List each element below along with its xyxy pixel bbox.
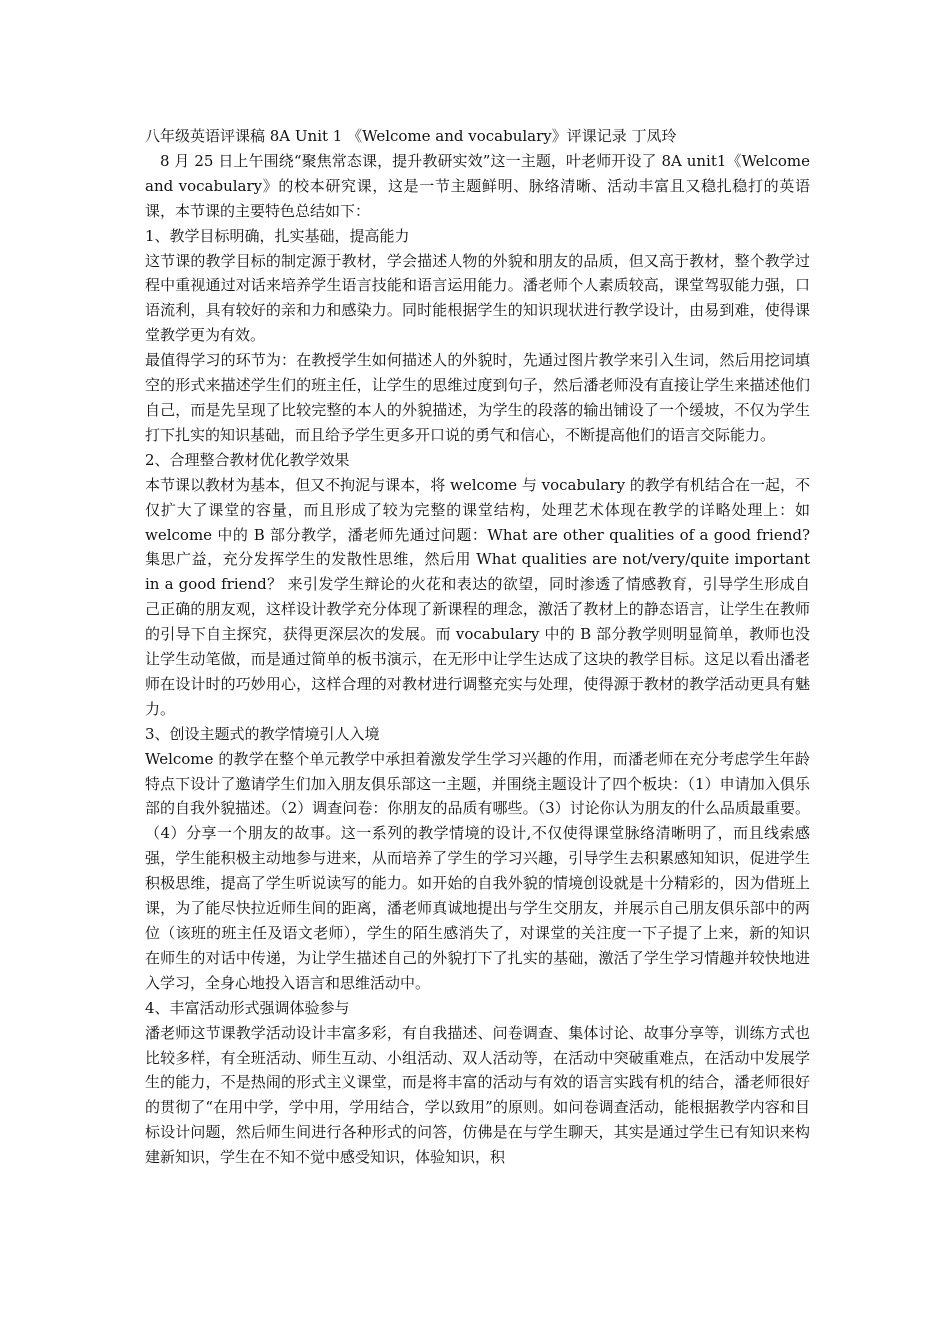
- section-1-paragraph-1: 这节课的教学目标的制定源于教材，学会描述人物的外貌和朋友的品质，但又高于教材，整个教学过程中重视通过对话来培养学生语言技能和语言运用能力。潘老师个人素质较高，课堂驾驭能力强，口语流利，具有较好的亲和力和感染力。同时能根据学生的知识现状进行教学设计，由易到难，使得课堂教学更为有效。: [145, 251, 810, 345]
- section-3-paragraph-1: Welcome 的教学在整个单元教学中承担着激发学生学习兴趣的作用，而潘老师在充分考虑学生年龄特点下设计了邀请学生们加入朋友俱乐部这一主题，并围绕主题设计了四个板块：（1）申请加入俱乐部的自我外貌描述。（2）调查问卷：你朋友的品质有哪些。（3）讨论你认为朋友的什么品质最重要。（4）分享一个朋友的故事。这一系列的教学情境的设计,不仅使得课堂脉络清晰明了，而且线索感强，学生能积极主动地参与进来，从而培养了学生的学习兴趣，引导学生去积累感知知识，促进学生积极思维，提高了学生听说读写的能力。如开始的自我外貌的情境创设就是十分精彩的，因为借班上课，为了能尽快拉近师生间的距离，潘老师真诚地提出与学生交朋友，并展示自己朋友俱乐部中的两位（该班的班主任及语文老师），学生的陌生感消失了，对课堂的关注度一下子提了上来，新的知识在师生的对话中传递，为让学生描述自己的外貌打下了扎实的基础，激活了学生学习情趣并较快地进入学习，全身心地投入语言和思维活动中。: [145, 749, 810, 992]
- section-2-paragraph-1: 本节课以教材为基本，但又不拘泥与课本，将 welcome 与 vocabulary 的教学有机结合在一起，不仅扩大了课堂的容量，而且形成了较为完整的课堂结构，处理艺术体现在教学的详略处理上：如 welcome 中的 B 部分教学，潘老师先通过问题：What are other qualities of a good friend?集思广益，充分发挥学生的发散性思维，然后用 What qualities are not/very/quite important in a good friend？ 来引发学生辩论的火花和表达的欲望，同时渗透了情感教育，引导学生形成自己正确的朋友观，这样设计教学充分体现了新课程的理念，激活了教材上的静态语言，让学生在教师的引导下自主探究，获得更深层次的发展。而 vocabulary 中的 B 部分教学则明显简单，教师也没让学生动笔做，而是通过简单的板书演示，在无形中让学生达成了这块的教学目标。这足以看出潘老师在设计时的巧妙用心，这样合理的对教材进行调整充实与处理，使得源于教材的教学活动更具有魅力。: [145, 475, 810, 718]
- intro-paragraph: 8 月 25 日上午围绕“聚焦常态课，提升教研实效”这一主题，叶老师开设了 8A unit1《Welcome and vocabulary》的校本研究课，这是一节主题鲜明、脉络清晰、活动丰富且又稳扎稳打的英语课，本节课的主要特色总结如下：: [145, 151, 810, 220]
- section-heading-4: 4、丰富活动形式强调体验参与: [145, 998, 350, 1017]
- section-4-paragraph-1: 潘老师这节课教学活动设计丰富多彩，有自我描述、问卷调查、集体讨论、故事分享等，训练方式也比较多样，有全班活动、师生互动、小组活动、双人活动等，在活动中突破重难点，在活动中发展学生的能力，不是热闹的形式主义课堂，而是将丰富的活动与有效的语言实践有机的结合，潘老师很好的贯彻了“在用中学，学中用，学用结合，学以致用”的原则。如问卷调查活动，能根据教学内容和目标设计问题，然后师生间进行各种形式的问答，仿佛是在与学生聊天，其实是通过学生已有知识来构建新知识，学生在不知不觉中感受知识，体验知识，积: [145, 1023, 810, 1167]
- document-page: [145, 124, 810, 1170]
- document-title: 八年级英语评课稿 8A Unit 1 《Welcome and vocabulary》评课记录 丁凤玲: [145, 127, 677, 145]
- section-heading-2: 2、合理整合教材优化教学效果: [145, 450, 350, 469]
- section-heading-1: 1、教学目标明确，扎实基础，提高能力: [145, 226, 410, 245]
- section-1-paragraph-2: 最值得学习的环节为：在教授学生如何描述人的外貌时，先通过图片教学来引入生词，然后用挖词填空的形式来描述学生们的班主任，让学生的思维过度到句子，然后潘老师没有直接让学生来描述他们自己，而是先呈现了比较完整的本人的外貌描述，为学生的段落的输出铺设了一个缓坡，不仅为学生打下扎实的知识基础，而且给予学生更多开口说的勇气和信心，不断提高他们的语言交际能力。: [145, 351, 810, 444]
- section-heading-3: 3、创设主题式的教学情境引人入境: [145, 724, 380, 743]
